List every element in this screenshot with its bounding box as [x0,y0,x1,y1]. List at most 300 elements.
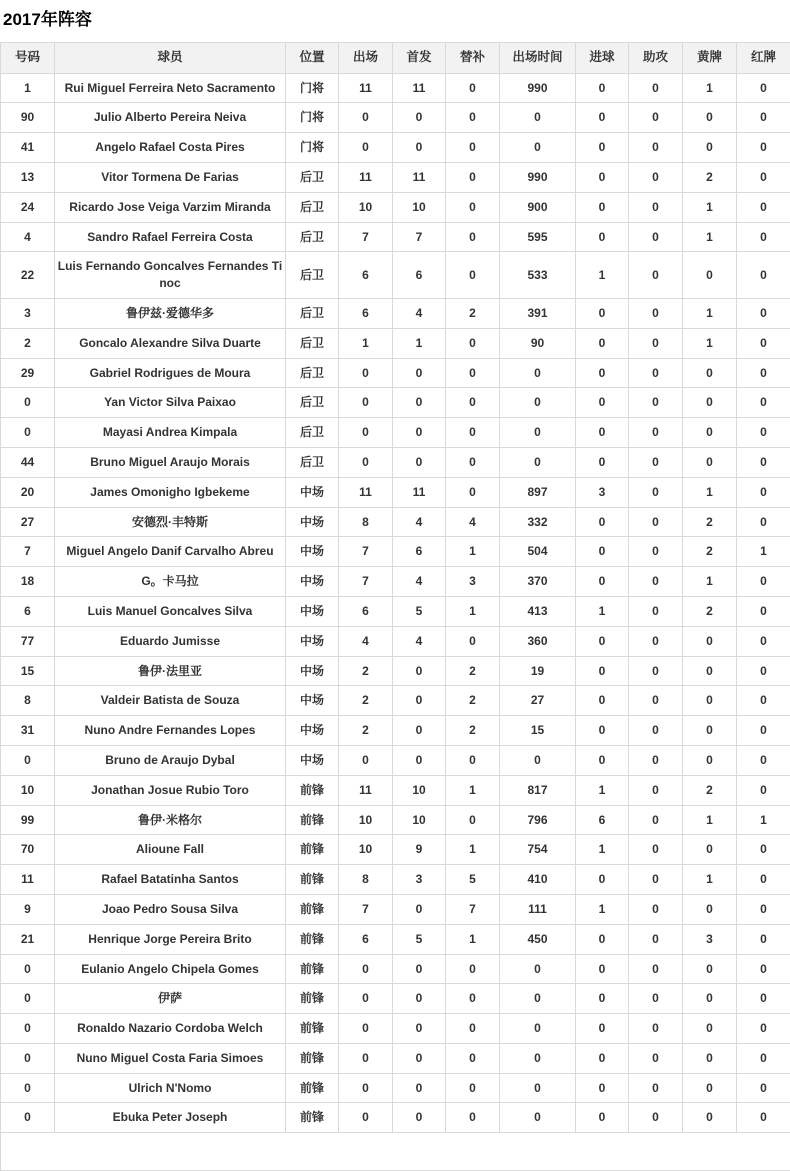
cell-red_cards: 0 [737,328,790,358]
cell-position: 前锋 [286,805,339,835]
cell-number: 4 [1,222,55,252]
cell-minutes: 27 [500,686,576,716]
cell-yellow_cards: 1 [683,567,737,597]
cell-minutes: 413 [500,596,576,626]
cell-starts: 11 [393,162,446,192]
cell-player: Bruno de Araujo Dybal [55,745,286,775]
cell-assists: 0 [629,984,683,1014]
cell-starts: 0 [393,1014,446,1044]
cell-assists: 0 [629,507,683,537]
cell-appearances: 1 [339,328,393,358]
cell-red_cards: 0 [737,924,790,954]
column-header-red_cards: 红牌 [737,43,790,74]
cell-position: 前锋 [286,924,339,954]
cell-red_cards: 0 [737,252,790,299]
cell-yellow_cards: 0 [683,835,737,865]
cell-player: Mayasi Andrea Kimpala [55,418,286,448]
cell-goals: 0 [576,162,629,192]
cell-starts: 0 [393,1073,446,1103]
cell-starts: 0 [393,133,446,163]
cell-appearances: 7 [339,222,393,252]
cell-goals: 0 [576,103,629,133]
cell-yellow_cards: 0 [683,358,737,388]
table-row [1,162,790,192]
cell-position: 后卫 [286,222,339,252]
cell-goals: 0 [576,1073,629,1103]
cell-appearances: 0 [339,745,393,775]
cell-substitute: 2 [446,298,500,328]
cell-appearances: 0 [339,1073,393,1103]
cell-player: 伊萨 [55,984,286,1014]
cell-number: 90 [1,103,55,133]
cell-number: 10 [1,775,55,805]
cell-minutes: 990 [500,162,576,192]
table-body [1,73,790,1133]
cell-assists: 0 [629,1014,683,1044]
cell-red_cards: 0 [737,103,790,133]
cell-position: 后卫 [286,388,339,418]
cell-assists: 0 [629,252,683,299]
cell-red_cards: 0 [737,222,790,252]
cell-red_cards: 0 [737,388,790,418]
cell-minutes: 817 [500,775,576,805]
cell-substitute: 1 [446,775,500,805]
cell-position: 中场 [286,745,339,775]
cell-appearances: 6 [339,924,393,954]
column-header-minutes: 出场时间 [500,43,576,74]
cell-substitute: 0 [446,73,500,103]
cell-minutes: 0 [500,388,576,418]
cell-number: 41 [1,133,55,163]
cell-starts: 10 [393,775,446,805]
cell-number: 9 [1,894,55,924]
column-header-substitute: 替补 [446,43,500,74]
cell-minutes: 0 [500,418,576,448]
cell-number: 22 [1,252,55,299]
cell-player: 鲁伊·法里亚 [55,656,286,686]
cell-player: 鲁伊兹·爱德华多 [55,298,286,328]
cell-substitute: 2 [446,656,500,686]
column-header-position: 位置 [286,43,339,74]
cell-minutes: 332 [500,507,576,537]
cell-appearances: 6 [339,596,393,626]
cell-goals: 1 [576,252,629,299]
cell-red_cards: 1 [737,537,790,567]
cell-goals: 0 [576,447,629,477]
cell-number: 8 [1,686,55,716]
cell-red_cards: 0 [737,447,790,477]
cell-assists: 0 [629,835,683,865]
cell-player: Bruno Miguel Araujo Morais [55,447,286,477]
cell-yellow_cards: 0 [683,1103,737,1133]
cell-red_cards: 0 [737,596,790,626]
cell-starts: 0 [393,358,446,388]
cell-position: 前锋 [286,1103,339,1133]
table-row [1,596,790,626]
cell-appearances: 0 [339,358,393,388]
cell-goals: 0 [576,567,629,597]
cell-substitute: 0 [446,192,500,222]
table-row [1,298,790,328]
cell-minutes: 0 [500,133,576,163]
cell-goals: 0 [576,984,629,1014]
table-row [1,507,790,537]
cell-goals: 0 [576,1014,629,1044]
cell-appearances: 4 [339,626,393,656]
cell-assists: 0 [629,775,683,805]
cell-number: 0 [1,418,55,448]
cell-position: 中场 [286,626,339,656]
table-row [1,103,790,133]
cell-substitute: 0 [446,133,500,163]
cell-player: Angelo Rafael Costa Pires [55,133,286,163]
cell-minutes: 391 [500,298,576,328]
cell-starts: 0 [393,656,446,686]
cell-assists: 0 [629,656,683,686]
cell-yellow_cards: 3 [683,924,737,954]
cell-goals: 0 [576,954,629,984]
cell-yellow_cards: 2 [683,537,737,567]
cell-number: 77 [1,626,55,656]
cell-number: 2 [1,328,55,358]
roster-page [0,9,790,1171]
cell-assists: 0 [629,865,683,895]
cell-number: 27 [1,507,55,537]
table-row [1,835,790,865]
cell-position: 中场 [286,686,339,716]
cell-appearances: 2 [339,716,393,746]
cell-yellow_cards: 0 [683,418,737,448]
cell-substitute: 0 [446,1073,500,1103]
cell-red_cards: 0 [737,865,790,895]
cell-goals: 0 [576,626,629,656]
cell-minutes: 90 [500,328,576,358]
cell-player: Ulrich N'Nomo [55,1073,286,1103]
cell-appearances: 2 [339,686,393,716]
cell-goals: 0 [576,1043,629,1073]
cell-number: 21 [1,924,55,954]
cell-minutes: 370 [500,567,576,597]
table-row [1,805,790,835]
cell-player: Luis Fernando Goncalves Fernandes Tinoc [55,252,286,299]
cell-yellow_cards: 0 [683,252,737,299]
cell-goals: 0 [576,716,629,746]
cell-substitute: 7 [446,894,500,924]
cell-goals: 0 [576,745,629,775]
cell-position: 中场 [286,477,339,507]
cell-yellow_cards: 2 [683,162,737,192]
cell-yellow_cards: 1 [683,73,737,103]
cell-minutes: 595 [500,222,576,252]
cell-position: 前锋 [286,775,339,805]
cell-minutes: 0 [500,103,576,133]
cell-appearances: 7 [339,894,393,924]
cell-goals: 0 [576,656,629,686]
cell-substitute: 0 [446,805,500,835]
cell-player: Ricardo Jose Veiga Varzim Miranda [55,192,286,222]
cell-appearances: 0 [339,1103,393,1133]
column-header-appearances: 出场 [339,43,393,74]
cell-number: 18 [1,567,55,597]
cell-starts: 0 [393,686,446,716]
cell-yellow_cards: 1 [683,865,737,895]
cell-substitute: 4 [446,507,500,537]
cell-number: 6 [1,596,55,626]
cell-assists: 0 [629,388,683,418]
cell-player: Alioune Fall [55,835,286,865]
cell-goals: 1 [576,596,629,626]
cell-position: 前锋 [286,865,339,895]
cell-assists: 0 [629,162,683,192]
cell-assists: 0 [629,1073,683,1103]
cell-player: Luis Manuel Goncalves Silva [55,596,286,626]
cell-appearances: 0 [339,1043,393,1073]
cell-assists: 0 [629,103,683,133]
cell-minutes: 19 [500,656,576,686]
table-row [1,1073,790,1103]
cell-goals: 0 [576,192,629,222]
cell-position: 前锋 [286,894,339,924]
cell-substitute: 0 [446,162,500,192]
table-row [1,567,790,597]
table-row [1,924,790,954]
cell-substitute: 0 [446,252,500,299]
cell-minutes: 0 [500,1103,576,1133]
cell-starts: 10 [393,805,446,835]
cell-minutes: 900 [500,192,576,222]
cell-assists: 0 [629,133,683,163]
cell-substitute: 0 [446,103,500,133]
cell-substitute: 3 [446,567,500,597]
cell-goals: 0 [576,507,629,537]
cell-appearances: 8 [339,507,393,537]
cell-minutes: 990 [500,73,576,103]
cell-minutes: 360 [500,626,576,656]
cell-assists: 0 [629,447,683,477]
cell-minutes: 0 [500,1073,576,1103]
cell-yellow_cards: 2 [683,507,737,537]
cell-yellow_cards: 1 [683,328,737,358]
cell-appearances: 0 [339,103,393,133]
cell-goals: 1 [576,835,629,865]
cell-number: 0 [1,1103,55,1133]
cell-player: Goncalo Alexandre Silva Duarte [55,328,286,358]
cell-yellow_cards: 0 [683,1073,737,1103]
cell-starts: 1 [393,328,446,358]
table-row [1,894,790,924]
cell-player: Gabriel Rodrigues de Moura [55,358,286,388]
cell-substitute: 2 [446,686,500,716]
cell-appearances: 6 [339,252,393,299]
cell-appearances: 0 [339,984,393,1014]
cell-substitute: 0 [446,1014,500,1044]
cell-starts: 0 [393,894,446,924]
cell-number: 0 [1,388,55,418]
cell-appearances: 0 [339,1014,393,1044]
cell-red_cards: 0 [737,418,790,448]
cell-player: Miguel Angelo Danif Carvalho Abreu [55,537,286,567]
cell-appearances: 11 [339,162,393,192]
cell-position: 前锋 [286,1043,339,1073]
cell-yellow_cards: 0 [683,1014,737,1044]
cell-position: 门将 [286,103,339,133]
table-row [1,984,790,1014]
cell-player: Nuno Miguel Costa Faria Simoes [55,1043,286,1073]
column-header-goals: 进球 [576,43,629,74]
cell-substitute: 0 [446,477,500,507]
cell-yellow_cards: 0 [683,716,737,746]
cell-goals: 1 [576,775,629,805]
cell-yellow_cards: 0 [683,1043,737,1073]
cell-red_cards: 0 [737,1043,790,1073]
cell-starts: 9 [393,835,446,865]
cell-assists: 0 [629,716,683,746]
cell-red_cards: 0 [737,894,790,924]
cell-yellow_cards: 0 [683,954,737,984]
cell-position: 后卫 [286,162,339,192]
table-row [1,133,790,163]
cell-assists: 0 [629,358,683,388]
cell-yellow_cards: 0 [683,656,737,686]
cell-appearances: 10 [339,192,393,222]
cell-player: James Omonigho Igbekeme [55,477,286,507]
cell-player: Eulanio Angelo Chipela Gomes [55,954,286,984]
column-header-number: 号码 [1,43,55,74]
cell-yellow_cards: 0 [683,103,737,133]
cell-assists: 0 [629,894,683,924]
cell-number: 31 [1,716,55,746]
table-footer-row [1,1133,790,1171]
cell-appearances: 6 [339,298,393,328]
cell-yellow_cards: 1 [683,477,737,507]
table-row [1,73,790,103]
cell-goals: 0 [576,298,629,328]
cell-number: 11 [1,865,55,895]
cell-player: Sandro Rafael Ferreira Costa [55,222,286,252]
cell-goals: 0 [576,1103,629,1133]
cell-goals: 0 [576,133,629,163]
cell-number: 0 [1,984,55,1014]
cell-goals: 3 [576,477,629,507]
table-row [1,1043,790,1073]
cell-red_cards: 0 [737,626,790,656]
cell-player: Henrique Jorge Pereira Brito [55,924,286,954]
table-row [1,222,790,252]
cell-position: 后卫 [286,328,339,358]
cell-assists: 0 [629,805,683,835]
cell-starts: 4 [393,567,446,597]
cell-yellow_cards: 0 [683,984,737,1014]
cell-red_cards: 0 [737,954,790,984]
cell-substitute: 0 [446,222,500,252]
cell-goals: 0 [576,924,629,954]
cell-position: 门将 [286,73,339,103]
cell-assists: 0 [629,73,683,103]
cell-red_cards: 0 [737,1014,790,1044]
cell-appearances: 0 [339,388,393,418]
cell-assists: 0 [629,745,683,775]
cell-substitute: 0 [446,1043,500,1073]
cell-yellow_cards: 0 [683,686,737,716]
cell-appearances: 8 [339,865,393,895]
cell-minutes: 15 [500,716,576,746]
cell-red_cards: 0 [737,507,790,537]
table-row [1,1103,790,1133]
cell-substitute: 0 [446,418,500,448]
cell-starts: 5 [393,924,446,954]
cell-goals: 0 [576,358,629,388]
cell-number: 0 [1,1043,55,1073]
cell-minutes: 897 [500,477,576,507]
cell-substitute: 0 [446,745,500,775]
cell-substitute: 1 [446,924,500,954]
cell-assists: 0 [629,477,683,507]
cell-red_cards: 0 [737,133,790,163]
cell-starts: 5 [393,596,446,626]
cell-appearances: 11 [339,477,393,507]
cell-number: 3 [1,298,55,328]
table-header-row [1,43,790,74]
table-row [1,418,790,448]
table-row [1,865,790,895]
cell-number: 0 [1,954,55,984]
cell-yellow_cards: 0 [683,447,737,477]
cell-player: Eduardo Jumisse [55,626,286,656]
cell-position: 中场 [286,656,339,686]
cell-minutes: 504 [500,537,576,567]
cell-player: Vitor Tormena De Farias [55,162,286,192]
cell-goals: 0 [576,418,629,448]
cell-minutes: 0 [500,447,576,477]
cell-red_cards: 0 [737,775,790,805]
cell-player: Nuno Andre Fernandes Lopes [55,716,286,746]
cell-yellow_cards: 2 [683,775,737,805]
cell-red_cards: 0 [737,745,790,775]
cell-number: 20 [1,477,55,507]
cell-minutes: 0 [500,745,576,775]
cell-red_cards: 0 [737,477,790,507]
cell-position: 前锋 [286,835,339,865]
cell-starts: 0 [393,418,446,448]
cell-minutes: 450 [500,924,576,954]
cell-position: 中场 [286,567,339,597]
cell-substitute: 1 [446,537,500,567]
cell-starts: 11 [393,73,446,103]
cell-player: Ronaldo Nazario Cordoba Welch [55,1014,286,1044]
table-row [1,775,790,805]
cell-number: 7 [1,537,55,567]
cell-red_cards: 0 [737,1103,790,1133]
cell-minutes: 796 [500,805,576,835]
cell-starts: 0 [393,1043,446,1073]
cell-substitute: 0 [446,984,500,1014]
cell-substitute: 0 [446,1103,500,1133]
cell-starts: 6 [393,537,446,567]
table-row [1,537,790,567]
column-header-player: 球员 [55,43,286,74]
cell-red_cards: 0 [737,192,790,222]
cell-player: Yan Victor Silva Paixao [55,388,286,418]
cell-assists: 0 [629,298,683,328]
cell-red_cards: 0 [737,716,790,746]
cell-player: Jonathan Josue Rubio Toro [55,775,286,805]
cell-minutes: 111 [500,894,576,924]
cell-position: 后卫 [286,298,339,328]
cell-appearances: 0 [339,954,393,984]
table-row [1,954,790,984]
cell-assists: 0 [629,1043,683,1073]
cell-substitute: 1 [446,835,500,865]
